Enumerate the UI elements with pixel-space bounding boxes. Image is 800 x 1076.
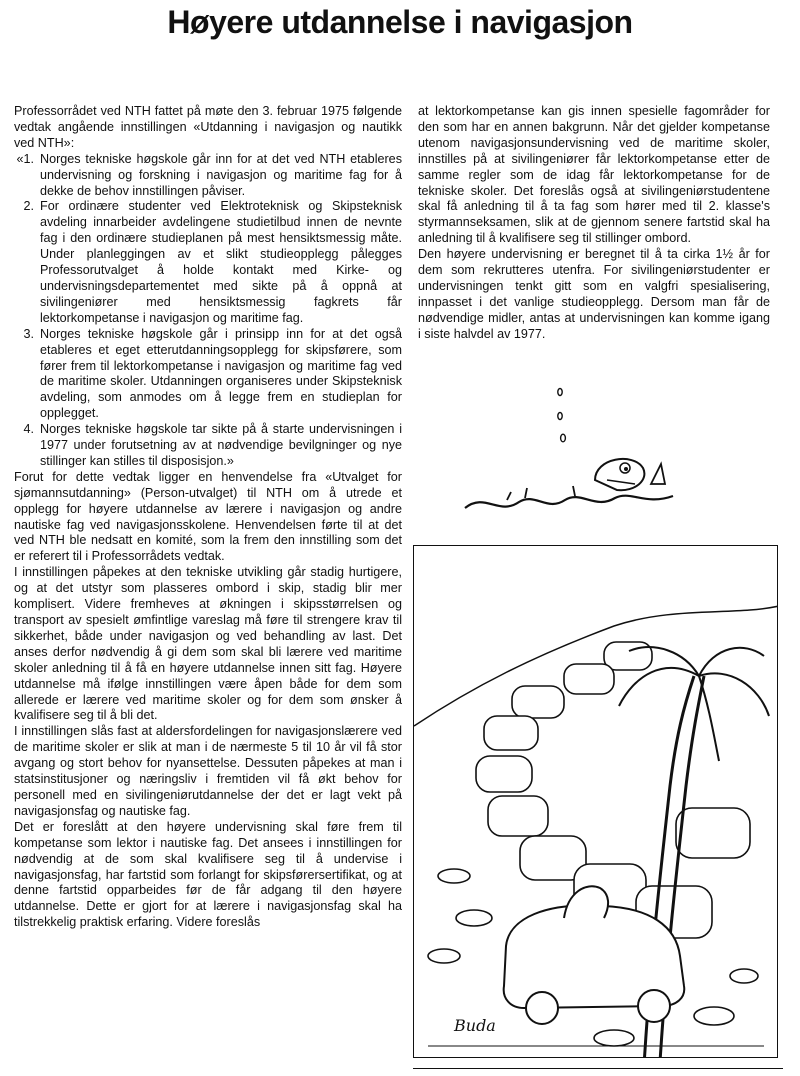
list-text: Norges tekniske høgskole går i prinsipp inn for at det også etableres et eget etterutdanningsopplegg for skipsførere, som fører frem til lektorkompetanse i navigasjon og maritime fag ved de maritime skoler. Utdanningen organiseres under Skipsteknisk avdeling, som anmodes om å legge frem en studieplan for opplegget. xyxy=(40,326,402,421)
bottom-rule xyxy=(413,1068,783,1069)
list-number: 2. xyxy=(23,199,34,214)
left-column xyxy=(14,104,402,931)
article-title: Høyere utdannelse i navigasjon xyxy=(167,4,633,40)
body-paragraph: Den høyere undervisning er beregnet til å ta cirka 1½ år for dem som rekrutteres utenfra. For sivilingeniørstudenter er undervisningen tenkt gitt som en valgfri spesialisering, innpasset i det vanlige studieopplegg. Dersom man får de nødvendige midler, antas at undervisningen kan komme igang i siste halvdel av 1977. xyxy=(418,247,770,341)
body-paragraph: I innstillingen påpekes at den tekniske utvikling går stadig hurtigere, og at det utstyr som plasseres ombord i skip, stadig blir mer komplisert. Videre fremheves at økningen i skipsstørrelsen og transport av spesielt ømfintlige vareslag må føre til strengere krav til sikkerhet, både under navigasjon og ved behandling av last. Det anses derfor nødvendig å gi dem som skal bli lærere ved maritime skoler anledning til å få en høyere utdannelse innen sitt fag. Høyere utdannelse må ifølge innstillingen være åpen både for dem som allerede er lærere ved maritime skoler og for dem som ønsker å kvalifisere seg til å bli det. xyxy=(14,565,402,723)
artist-signature: Buda xyxy=(454,1016,496,1035)
list-number: 3. xyxy=(23,326,34,341)
list-number: 4. xyxy=(23,422,34,437)
list-text: For ordinære studenter ved Elektroteknisk og Skipsteknisk avdeling innarbeider avdelingene studietilbud innen de nevnte fag i den ordinære studieplanen på mest hensiktsmessig måte. Under planleggingen av et slikt studieopplegg pålegges Professorutvalget å holde kontakt med Kirke- og undervisningsdepartementet med sikte på å oppnå at sivilingeniører med hensiktsmessig fagkrets får lektorkompetanse i navigasjon og maritime fag. xyxy=(40,199,402,325)
body-paragraph: at lektorkompetanse kan gis innen spesielle fagområder for den som har en annen bakgrunn. Når det gjelder kompetanse utenom navigasjonsundervisning ved de maritime skoler, innstilles på at sivilingeniører får lektorkompetanse etter de samme regler som de idag får lektorkompetanse for de tekniske skoler. Det foreslås også at sivilingeniørstudentene skal få anledning til å ta fag som hører med til 2. klasse's styrmannseksamen, slik at de gjennom senere fartstid skal ha anledning til å kvalifisere seg til stillinger ombord. xyxy=(418,104,770,246)
right-column xyxy=(418,104,770,343)
list-item xyxy=(14,422,402,470)
list-item xyxy=(14,152,402,200)
body-paragraph: Forut for dette vedtak ligger en henvendelse fra «Utvalget for sjømannsutdanning» (Person-utvalget) til NTH om å utrede et opplegg for høyere utdannelse av lærere i navigasjon og andre nautiske fag ved navigasjonsskolene. Henvendelsen førte til at det ved NTH ble nedsatt en komité, som la frem den innstilling som det er referert til i Professorrådets vedtak. xyxy=(14,469,402,564)
intro-paragraph: Professorrådet ved NTH fattet på møte den 3. februar 1975 følgende vedtak angående innstillingen «Utdanning i navigasjon og nautikk ved NTH»: xyxy=(14,104,402,150)
traffic-jam-drawing xyxy=(414,546,778,1058)
list-text: Norges tekniske høgskole går inn for at det ved NTH etableres undervisning og forskning i navigasjon og maritime fag for å dekke de behov innstillingen påviser. xyxy=(40,151,402,198)
body-paragraph: Det er foreslått at den høyere undervisning skal føre frem til kompetanse som lektor i nautiske fag. Det ansees i innstillingen for nødvendig at de som skal kvalifisere seg til å undervise i navigasjonsfag, har fartstid som forlangt for skipsførersertifikat, og at denne fartstid opparbeides før de får adgang til den høyere utdannelse. Dette er gjort for at lærere i navigasjonsfag skal ha tilstrekkelig praktisk erfaring. Videre foreslås xyxy=(14,819,402,930)
list-text: Norges tekniske høgskole tar sikte på å starte undervisningen i 1977 under forutsetning av at nødvendige bevilgninger og nye stillinger kan stilles til disposisjon.» xyxy=(40,422,402,468)
list-item xyxy=(14,199,402,326)
fish-doodle xyxy=(455,380,685,520)
cartoon-illustration xyxy=(413,545,778,1058)
list-number: «1. xyxy=(16,151,34,166)
body-paragraph: I innstillingen slås fast at aldersfordelingen for navigasjonslærere ved de maritime skoler er slik at man i de nærmeste 5 til 10 år vil få stor avgang og stort behov for nyansettelse. Dessuten påpekes at man i statsinstitusjoner og næringsliv i fremtiden vil få økt behov for personell med en sivilingeniørutdannelse der det er lagt vekt på navigasjonsfag og nautiske fag. xyxy=(14,724,402,818)
list-item xyxy=(14,327,402,422)
